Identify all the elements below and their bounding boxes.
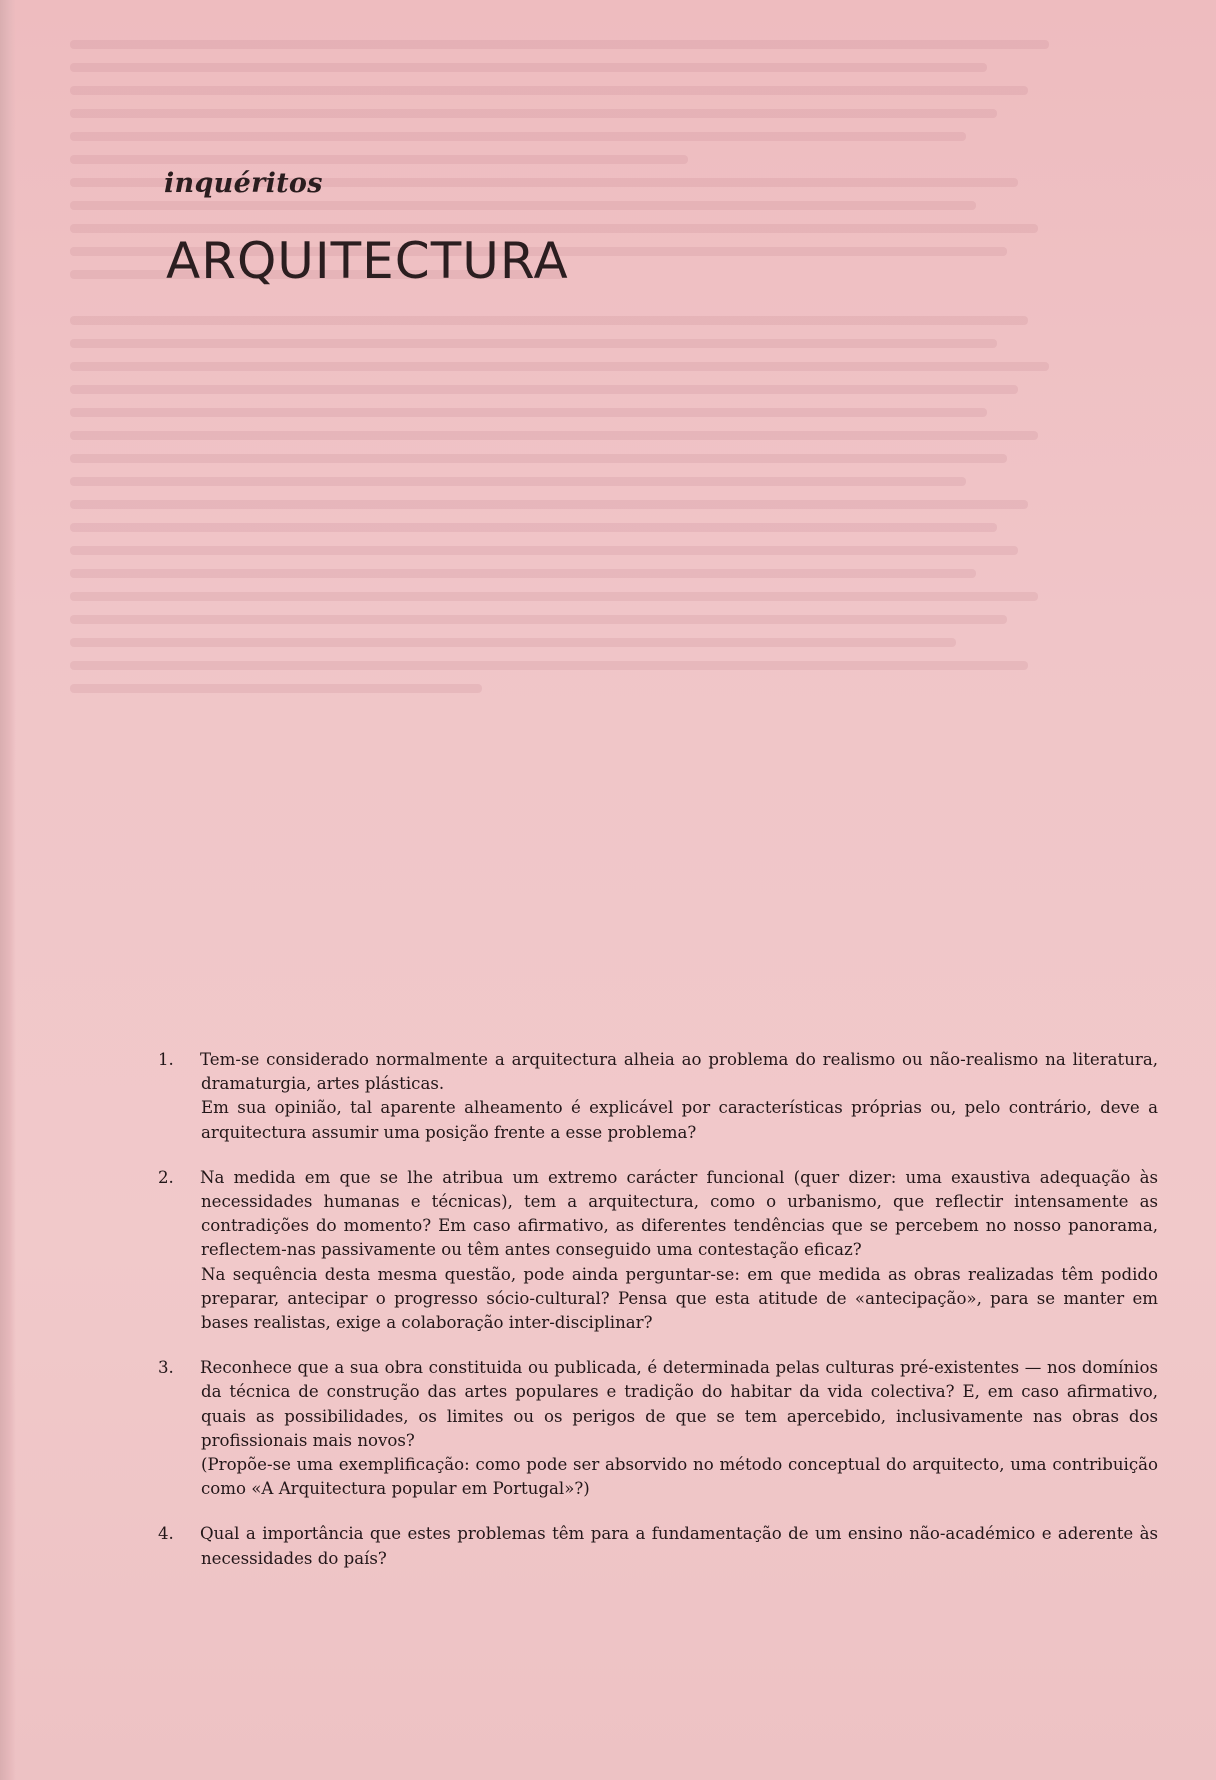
show-through-text [70,40,1100,1170]
question-text: Na sequência desta mesma questão, pode ainda perguntar-se: em que medida as obras realizadas têm podido preparar, antecipar o progresso sócio-cultural? Pensa que esta atitude de «antecipação», para se manter em bases realistas, exige a colaboração inter-disciplinar? [201,1264,1158,1333]
question-text: Na medida em que se lhe atribua um extremo carácter funcional (quer dizer: uma exaustiva adequação às necessidades humanas e técnicas), tem a arquitectura, como o urbanismo, que reflectir intensamente as contradições do momento? Em caso afirmativo, as diferentes tendências que se percebem no nosso panorama, reflectem-nas passivamente ou têm antes conseguido uma contestação eficaz? [200,1167,1158,1260]
question-4 [158,1522,1158,1570]
question-number: 1. [158,1050,174,1069]
question-text: (Propõe-se uma exemplificação: como pode ser absorvido no método conceptual do arquitecto, uma contribuição como «A Arquitectura popular em Portugal»?) [201,1455,1158,1499]
question-3 [158,1356,1158,1501]
question-list [158,1048,1158,1592]
question-number: 3. [158,1358,174,1378]
page-edge [0,0,16,1780]
question-text: Tem-se considerado normalmente a arquitectura alheia ao problema do realismo ou não-realismo na literatura, dramaturgia, artes plásticas. [200,1050,1158,1094]
page-title: ARQUITECTURA [166,232,569,290]
question-text: Em sua opinião, tal aparente alheamento é explicável por características próprias ou, pelo contrário, deve a arquitectura assumir uma posição frente a esse problema? [201,1098,1158,1142]
question-text: Reconhece que a sua obra constituida ou publicada, é determinada pelas culturas pré-existentes — nos domínios da técnica de construção das artes populares e tradição do habitar da vida colectiva? E, em caso afirmativo, quais as possibilidades, os limites ou os perigos de que se tem apercebido, inclusivamente nas obras dos profissionais mais novos? [200,1358,1158,1450]
question-text: Qual a importância que estes problemas têm para a fundamentação de um ensino não-académico e aderente às necessidades do país? [200,1524,1158,1568]
question-1 [158,1048,1158,1145]
question-number: 2. [158,1167,174,1187]
question-2 [158,1166,1158,1335]
question-number: 4. [158,1524,174,1544]
section-label: inquéritos [164,168,323,199]
